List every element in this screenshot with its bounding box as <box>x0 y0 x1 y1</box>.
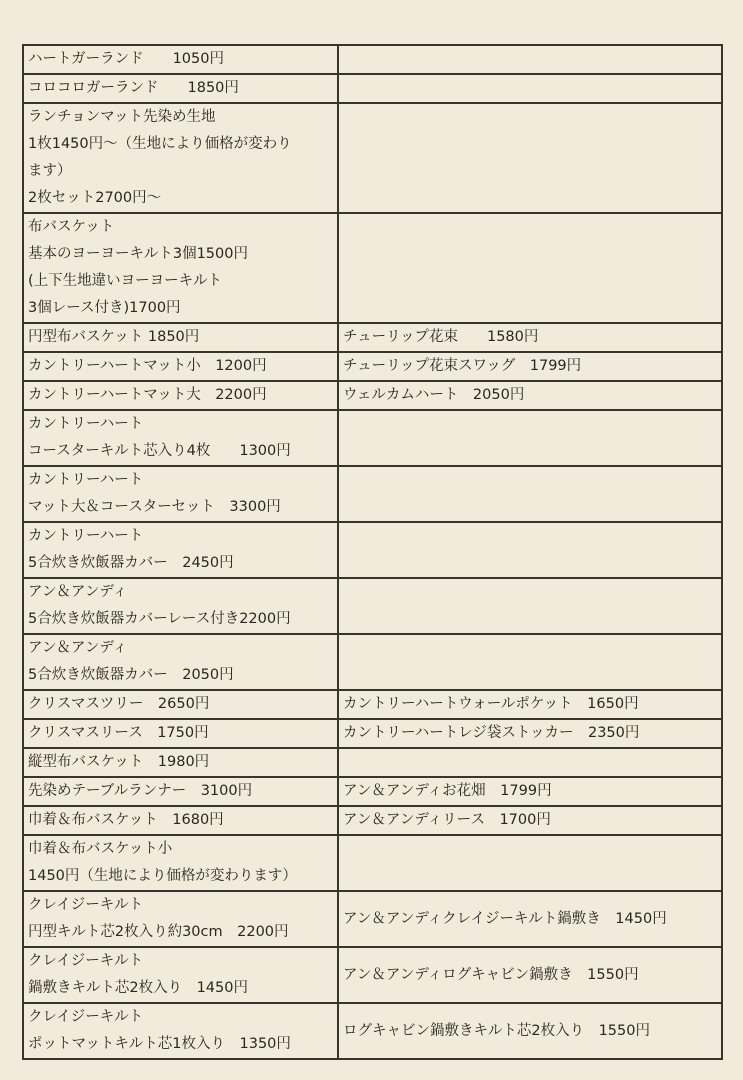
table-row <box>23 719 722 748</box>
left-item-cell <box>23 323 338 352</box>
item-text-line: コースターキルト芯入り4枚 1300円 <box>28 443 291 459</box>
left-item-cell <box>23 410 338 466</box>
item-text-line: 布バスケット <box>28 219 115 235</box>
right-item-cell <box>338 719 722 748</box>
item-text-line: 1枚1450円～（生地により価格が変わり <box>28 136 292 152</box>
left-item-cell <box>23 522 338 578</box>
right-item-cell <box>338 213 722 323</box>
left-item-cell <box>23 690 338 719</box>
item-text-line: 5合炊き炊飯器カバー 2050円 <box>28 667 234 683</box>
item-text-line: クリスマスツリー 2650円 <box>28 696 210 712</box>
right-item-cell <box>338 806 722 835</box>
left-item-cell <box>23 634 338 690</box>
item-text-line: クレイジーキルト <box>28 1009 144 1025</box>
item-text-line: 巾着＆布バスケット小 <box>28 841 173 857</box>
item-text-line: ログキャビン鍋敷きキルト芯2枚入り 1550円 <box>343 1022 650 1039</box>
right-item-cell <box>338 891 722 947</box>
right-item-cell <box>338 522 722 578</box>
price-list-table <box>22 44 723 1060</box>
item-text-line: 2枚セット2700円～ <box>28 190 162 206</box>
item-text-line: カントリーハート <box>28 472 144 488</box>
right-item-cell <box>338 578 722 634</box>
table-row <box>23 891 722 947</box>
item-text-line: 1450円（生地により価格が変わります） <box>28 868 297 884</box>
item-text-line: ポットマットキルト芯1枚入り 1350円 <box>28 1036 291 1052</box>
item-text-line: コロコロガーランド 1850円 <box>28 80 239 96</box>
right-item-cell <box>338 466 722 522</box>
item-text-line: マット大＆コースターセット 3300円 <box>28 499 281 515</box>
left-item-cell <box>23 835 338 891</box>
table-row <box>23 947 722 1003</box>
item-text-line: 5合炊き炊飯器カバーレース付き2200円 <box>28 611 291 627</box>
item-text-line: クレイジーキルト <box>28 953 144 969</box>
item-text-line: アン＆アンディお花畑 1799円 <box>343 783 552 799</box>
item-text-line: ランチョンマット先染め生地 <box>28 109 216 125</box>
table-row <box>23 323 722 352</box>
table-row <box>23 806 722 835</box>
item-text-line: アン＆アンディ <box>28 640 128 656</box>
left-item-cell <box>23 1003 338 1059</box>
item-text-line: カントリーハートレジ袋ストッカー 2350円 <box>343 725 640 741</box>
right-item-cell <box>338 410 722 466</box>
right-item-cell <box>338 45 722 74</box>
table-row <box>23 213 722 323</box>
table-row <box>23 74 722 103</box>
item-text-line: 巾着＆布バスケット 1680円 <box>28 812 224 828</box>
left-item-cell <box>23 381 338 410</box>
item-text-line: アン＆アンディログキャビン鍋敷き 1550円 <box>343 966 639 983</box>
table-row <box>23 835 722 891</box>
item-text-line: チューリップ花束スワッグ 1799円 <box>343 358 582 374</box>
table-row <box>23 352 722 381</box>
table-row <box>23 690 722 719</box>
item-text-line: 縦型布バスケット 1980円 <box>28 754 210 770</box>
item-text-line: カントリーハート <box>28 416 144 432</box>
right-item-cell <box>338 74 722 103</box>
left-item-cell <box>23 74 338 103</box>
right-item-cell <box>338 690 722 719</box>
item-text-line: ウェルカムハート 2050円 <box>343 387 525 403</box>
item-text-line: 基本のヨーヨーキルト3個1500円 <box>28 246 248 262</box>
right-item-cell <box>338 777 722 806</box>
left-item-cell <box>23 891 338 947</box>
item-text-line: カントリーハートウォールポケット 1650円 <box>343 696 639 712</box>
item-text-line: カントリーハートマット大 2200円 <box>28 387 267 403</box>
table-row <box>23 1003 722 1059</box>
price-list-body <box>23 45 722 1059</box>
right-item-cell <box>338 947 722 1003</box>
item-text-line: ハートガーランド 1050円 <box>28 51 224 67</box>
left-item-cell <box>23 103 338 213</box>
item-text-line: 鍋敷きキルト芯2枚入り 1450円 <box>28 980 248 996</box>
table-row <box>23 522 722 578</box>
left-item-cell <box>23 719 338 748</box>
table-row <box>23 45 722 74</box>
item-text-line: (上下生地違いヨーヨーキルト <box>28 273 223 289</box>
item-text-line: クリスマスリース 1750円 <box>28 725 209 741</box>
table-row <box>23 410 722 466</box>
item-text-line: ます） <box>28 163 72 179</box>
item-text-line: 5合炊き炊飯器カバー 2450円 <box>28 555 234 571</box>
right-item-cell <box>338 748 722 777</box>
item-text-line: 3個レース付き)1700円 <box>28 300 181 316</box>
table-row <box>23 777 722 806</box>
right-item-cell <box>338 103 722 213</box>
item-text-line: 先染めテーブルランナー 3100円 <box>28 783 253 799</box>
table-row <box>23 748 722 777</box>
table-row <box>23 466 722 522</box>
right-item-cell <box>338 835 722 891</box>
table-row <box>23 578 722 634</box>
table-row <box>23 634 722 690</box>
left-item-cell <box>23 947 338 1003</box>
left-item-cell <box>23 748 338 777</box>
left-item-cell <box>23 213 338 323</box>
item-text-line: アン＆アンディリース 1700円 <box>343 812 551 828</box>
right-item-cell <box>338 323 722 352</box>
right-item-cell <box>338 1003 722 1059</box>
item-text-line: 円型キルト芯2枚入り約30cm 2200円 <box>28 924 289 940</box>
left-item-cell <box>23 777 338 806</box>
right-item-cell <box>338 634 722 690</box>
item-text-line: 円型布バスケット 1850円 <box>28 329 200 345</box>
table-row <box>23 103 722 213</box>
table-row <box>23 381 722 410</box>
item-text-line: チューリップ花束 1580円 <box>343 329 539 345</box>
item-text-line: アン＆アンディ <box>28 584 128 600</box>
item-text-line: カントリーハートマット小 1200円 <box>28 358 267 374</box>
item-text-line: アン＆アンディクレイジーキルト鍋敷き 1450円 <box>343 910 667 927</box>
left-item-cell <box>23 45 338 74</box>
right-item-cell <box>338 381 722 410</box>
left-item-cell <box>23 806 338 835</box>
left-item-cell <box>23 466 338 522</box>
right-item-cell <box>338 352 722 381</box>
item-text-line: カントリーハート <box>28 528 144 544</box>
left-item-cell <box>23 578 338 634</box>
item-text-line: クレイジーキルト <box>28 897 144 913</box>
left-item-cell <box>23 352 338 381</box>
